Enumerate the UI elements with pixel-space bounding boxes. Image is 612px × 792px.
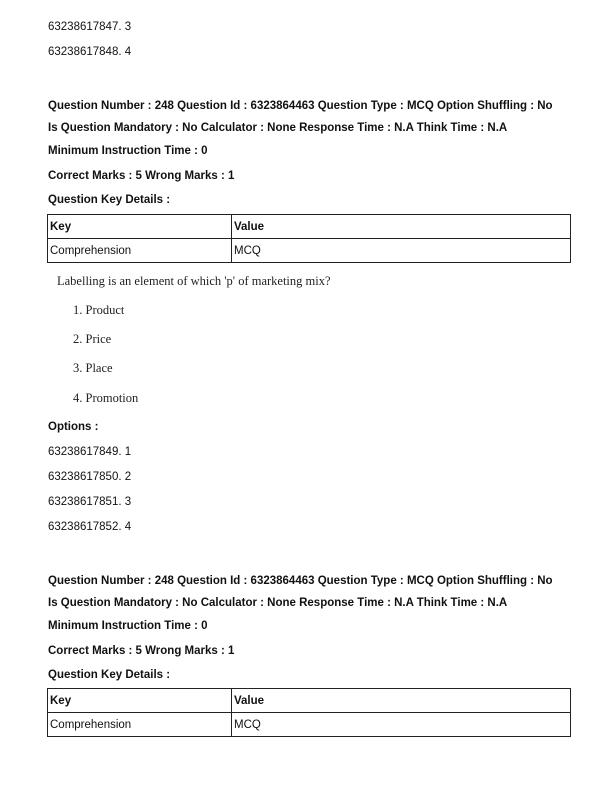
question-meta-line3: Minimum Instruction Time : 0: [48, 145, 208, 157]
option-line: 63238617847. 3: [48, 21, 132, 33]
choice: 1. Product: [73, 303, 125, 317]
options-label: Options :: [48, 421, 99, 433]
key-details-table: [47, 214, 571, 263]
key-details-table: [47, 688, 571, 737]
cell-value: MCQ: [232, 713, 571, 737]
option-line: 63238617852. 4: [48, 521, 132, 533]
cell-key: Comprehension: [48, 239, 232, 263]
choice: 3. Place: [73, 361, 113, 375]
choice: 4. Promotion: [73, 391, 139, 405]
option-line: 63238617848. 4: [48, 46, 132, 58]
header-key: Key: [48, 689, 232, 713]
header-key: Key: [48, 215, 232, 239]
option-line: 63238617850. 2: [48, 471, 132, 483]
cell-key: Comprehension: [48, 713, 232, 737]
marks-line: Correct Marks : 5 Wrong Marks : 1: [48, 645, 235, 657]
header-value: Value: [232, 689, 571, 713]
question-meta-line2: Is Question Mandatory : No Calculator : None Response Time : N.A Think Time : N.A: [48, 597, 508, 609]
option-line: 63238617851. 3: [48, 496, 132, 508]
key-details-label: Question Key Details :: [48, 669, 171, 681]
question-meta-line1: Question Number : 248 Question Id : 6323864463 Question Type : MCQ Option Shuffling : No: [48, 100, 553, 112]
question-meta-line2: Is Question Mandatory : No Calculator : None Response Time : N.A Think Time : N.A: [48, 122, 508, 134]
option-line: 63238617849. 1: [48, 446, 132, 458]
marks-line: Correct Marks : 5 Wrong Marks : 1: [48, 170, 235, 182]
question-meta-line3: Minimum Instruction Time : 0: [48, 620, 208, 632]
question-text: Labelling is an element of which 'p' of marketing mix?: [57, 274, 331, 288]
key-details-label: Question Key Details :: [48, 194, 171, 206]
header-value: Value: [232, 215, 571, 239]
question-meta-line1: Question Number : 248 Question Id : 6323864463 Question Type : MCQ Option Shuffling : No: [48, 575, 553, 587]
cell-value: MCQ: [232, 239, 571, 263]
choice: 2. Price: [73, 332, 112, 346]
